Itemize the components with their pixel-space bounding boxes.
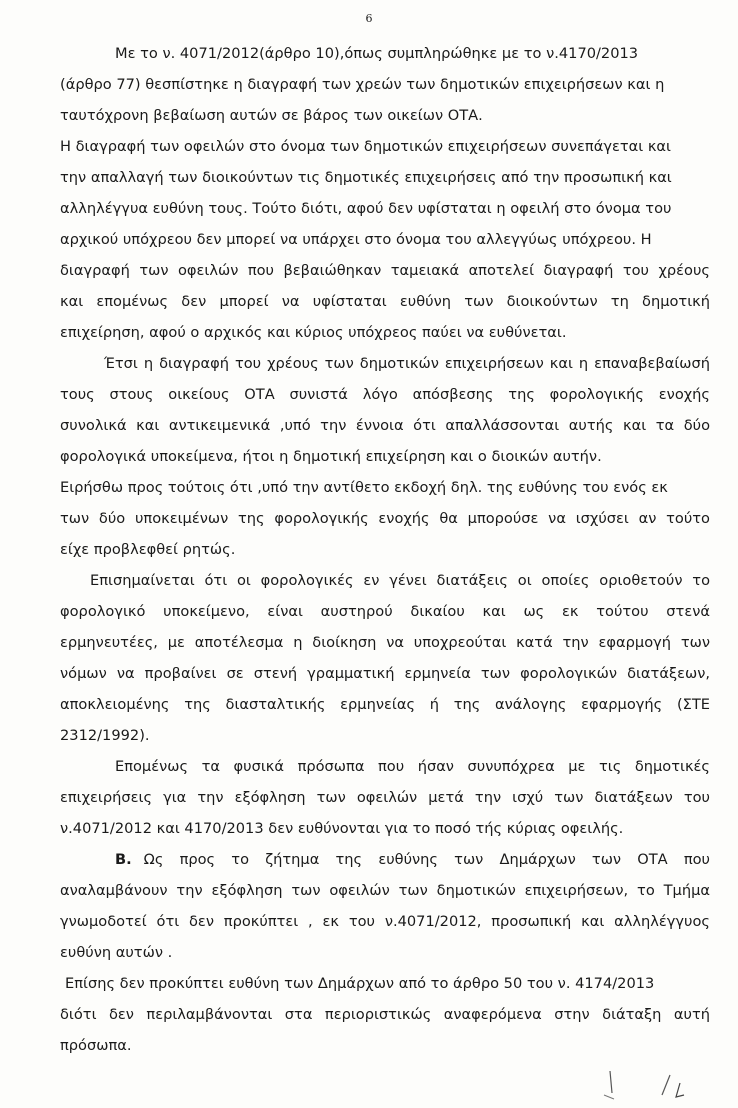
text-line: αναλαμβάνουν την εξόφληση των οφειλών των δημοτικών επιχειρήσεων, το Τμήμα — [60, 882, 710, 899]
text-line: συνολικά και αντικειμενικά ,υπό την έννοια ότι απαλλάσσονται αυτής και τα δύο — [60, 417, 710, 434]
text-line: αποκλειομένης της διασταλτικής ερμηνείας ή της ανάλογης εφαρμογής (ΣΤΕ — [60, 696, 710, 713]
text-line: διότι δεν περιλαμβάνονται στα περιοριστικώς αναφερόμενα στην διάταξη αυτή — [60, 1006, 710, 1023]
text-line: διαγραφή των οφειλών που βεβαιώθηκαν ταμειακά αποτελεί διαγραφή του χρέους — [60, 262, 710, 279]
text-line: επιχειρήσεις για την εξόφληση των οφειλών μετά την ισχύ των διατάξεων του — [60, 789, 710, 806]
text-line: και επομένως δεν μπορεί να υφίσταται ευθύνη των διοικούντων τη δημοτική — [60, 293, 710, 310]
section-marker: Β. — [115, 851, 132, 868]
text-line: αρχικού υπόχρεου δεν μπορεί να υπάρχει στο όνομα του αλλεγγύως υπόχρεου. Η — [60, 231, 652, 248]
text-line: είχε προβλεφθεί ρητώς. — [60, 541, 236, 558]
text-line: (άρθρο 77) θεσπίστηκε η διαγραφή των χρεών των δημοτικών επιχειρήσεων και η — [60, 76, 665, 93]
text-line: φορολογικά υποκείμενα, ήτοι η δημοτική επιχείρηση και ο διοικών αυτήν. — [60, 448, 602, 465]
text-line: Επισημαίνεται ότι οι φορολογικές εν γένει διατάξεις οι οποίες οριοθετούν το — [90, 572, 710, 589]
text-line: ταυτόχρονη βεβαίωση αυτών σε βάρος των οικείων ΟΤΑ. — [60, 107, 483, 124]
text-line: Ως προς το ζήτημα της ευθύνης των Δημάρχων των ΟΤΑ που — [143, 851, 710, 868]
text-line: ευθύνη αυτών . — [60, 944, 173, 961]
text-line: φορολογικό υποκείμενο, είναι αυστηρού δικαίου και ως εκ τούτου στενά — [60, 603, 710, 620]
text-line: τους στους οικείους ΟΤΑ συνιστά λόγο απόσβεσης της φορολογικής ενοχής — [60, 386, 710, 403]
page-number: 6 — [365, 12, 373, 25]
text-line: Ειρήσθω προς τούτοις ότι ,υπό την αντίθετο εκδοχή δηλ. της ευθύνης του ενός εκ — [60, 479, 668, 496]
text-line: Η διαγραφή των οφειλών στο όνομα των δημοτικών επιχειρήσεων συνεπάγεται και — [60, 138, 671, 155]
text-line: αλληλέγγυα ευθύνη τους. Τούτο διότι, αφού δεν υφίσταται η οφειλή στο όνομα του — [60, 200, 672, 217]
text-line: των δύο υποκειμένων της φορολογικής ενοχής θα μπορούσε να ισχύσει αν τούτο — [60, 510, 710, 527]
text-line: Έτσι η διαγραφή του χρέους των δημοτικών επιχειρήσεων και η επαναβεβαίωσή — [104, 355, 710, 372]
text-line: γνωμοδοτεί ότι δεν προκύπτει , εκ του ν.4071/2012, προσωπική και αλληλέγγυος — [60, 913, 710, 930]
text-line: την απαλλαγή των διοικούντων τις δημοτικές επιχειρήσεις από την προσωπική και — [60, 169, 672, 186]
section-b-line — [60, 844, 710, 875]
text-line: Με το ν. 4071/2012(άρθρο 10),όπως συμπληρώθηκε με το ν.4170/2013 — [115, 45, 639, 62]
text-line: πρόσωπα. — [60, 1037, 132, 1054]
text-line: 2312/1992). — [60, 727, 150, 744]
text-line: Επίσης δεν προκύπτει ευθύνη των Δημάρχων από το άρθρο 50 του ν. 4174/2013 — [65, 975, 655, 992]
text-line: επιχείρηση, αφού ο αρχικός και κύριος υπόχρεος παύει να ευθύνεται. — [60, 324, 567, 341]
text-line: Επομένως τα φυσικά πρόσωπα που ήσαν συνυπόχρεα με τις δημοτικές — [115, 758, 710, 775]
text-line: νόμων να προβαίνει σε στενή γραμματική ερμηνεία των φορολογικών διατάξεων, — [60, 665, 710, 682]
text-line: ν.4071/2012 και 4170/2013 δεν ευθύνονται για το ποσό τής κύριας οφειλής. — [60, 820, 624, 837]
handwritten-initials-mark — [590, 1065, 700, 1105]
text-line: ερμηνευτέες, με αποτέλεσμα η διοίκηση να υποχρεούται κατά την εφαρμογή των — [60, 634, 710, 651]
document-body — [60, 38, 710, 1061]
